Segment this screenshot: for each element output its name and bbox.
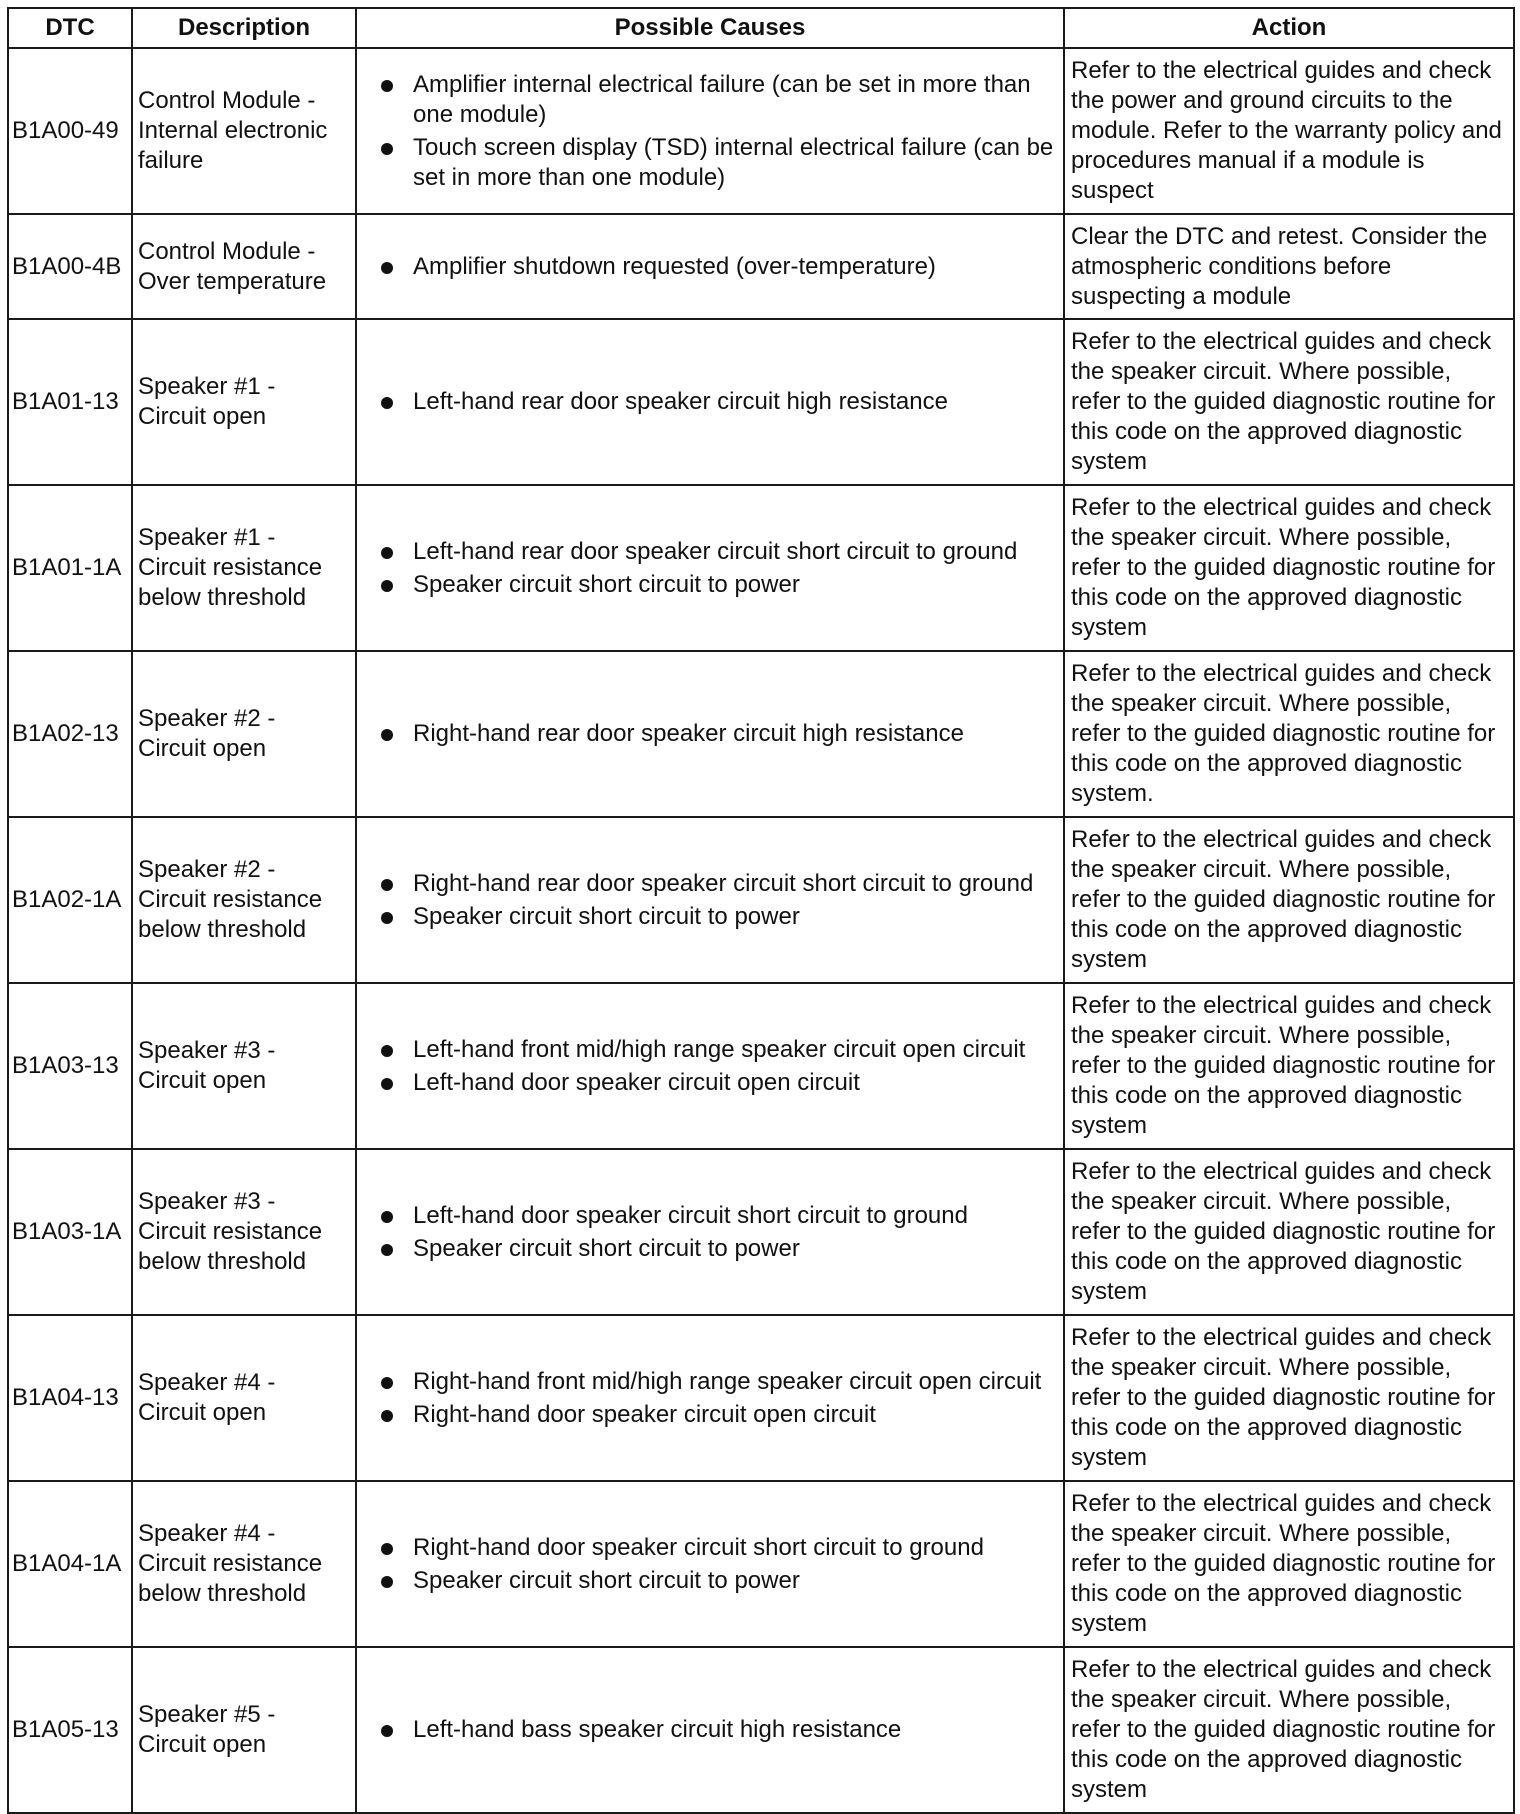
- possible-causes-cell: [356, 817, 1064, 983]
- dtc-code: B1A02-1A: [8, 817, 132, 983]
- cause-item: Left-hand rear door speaker circuit short circuit to ground: [381, 537, 1055, 567]
- cause-list: [381, 719, 1055, 749]
- table-row: [8, 214, 1514, 319]
- cause-list: [381, 70, 1055, 193]
- cause-item: Speaker circuit short circuit to power: [381, 570, 1055, 600]
- dtc-code: B1A01-13: [8, 319, 132, 485]
- cause-item: Right-hand door speaker circuit open circuit: [381, 1400, 1055, 1430]
- cause-list: [381, 387, 1055, 417]
- dtc-code: B1A04-13: [8, 1315, 132, 1481]
- cause-item: Speaker circuit short circuit to power: [381, 902, 1055, 932]
- cause-list: [381, 1533, 1055, 1596]
- table-row: [8, 983, 1514, 1149]
- dtc-description: Speaker #3 - Circuit open: [132, 983, 356, 1149]
- header-description: Description: [132, 8, 356, 48]
- dtc-description: Control Module - Over temperature: [132, 214, 356, 319]
- table-row: [8, 485, 1514, 651]
- possible-causes-cell: [356, 1149, 1064, 1315]
- dtc-description: Speaker #1 - Circuit open: [132, 319, 356, 485]
- possible-causes-cell: [356, 1647, 1064, 1813]
- action-text: Refer to the electrical guides and check the speaker circuit. Where possible, refer to the guided diagnostic routine for this code on the approved diagnostic system: [1064, 817, 1514, 983]
- possible-causes-cell: [356, 485, 1064, 651]
- cause-item: Right-hand rear door speaker circuit short circuit to ground: [381, 869, 1055, 899]
- dtc-description: Control Module - Internal electronic failure: [132, 48, 356, 214]
- table-row: [8, 48, 1514, 214]
- table-row: [8, 817, 1514, 983]
- dtc-description: Speaker #2 - Circuit resistance below threshold: [132, 817, 356, 983]
- cause-list: [381, 1201, 1055, 1264]
- cause-item: Speaker circuit short circuit to power: [381, 1566, 1055, 1596]
- header-action: Action: [1064, 8, 1514, 48]
- dtc-description: Speaker #5 - Circuit open: [132, 1647, 356, 1813]
- action-text: Refer to the electrical guides and check the speaker circuit. Where possible, refer to the guided diagnostic routine for this code on the approved diagnostic system: [1064, 1481, 1514, 1647]
- action-text: Refer to the electrical guides and check the speaker circuit. Where possible, refer to the guided diagnostic routine for this code on the approved diagnostic system: [1064, 1647, 1514, 1813]
- action-text: Refer to the electrical guides and check the speaker circuit. Where possible, refer to the guided diagnostic routine for this code on the approved diagnostic system: [1064, 1315, 1514, 1481]
- possible-causes-cell: [356, 214, 1064, 319]
- action-text: Refer to the electrical guides and check the speaker circuit. Where possible, refer to the guided diagnostic routine for this code on the approved diagnostic system: [1064, 319, 1514, 485]
- dtc-description: Speaker #4 - Circuit resistance below threshold: [132, 1481, 356, 1647]
- action-text: Refer to the electrical guides and check the speaker circuit. Where possible, refer to the guided diagnostic routine for this code on the approved diagnostic system: [1064, 485, 1514, 651]
- table-body: [8, 48, 1514, 1813]
- cause-item: Right-hand rear door speaker circuit high resistance: [381, 719, 1055, 749]
- dtc-code: B1A00-49: [8, 48, 132, 214]
- possible-causes-cell: [356, 1315, 1064, 1481]
- cause-item: Left-hand rear door speaker circuit high resistance: [381, 387, 1055, 417]
- cause-item: Left-hand bass speaker circuit high resistance: [381, 1715, 1055, 1745]
- cause-item: Amplifier shutdown requested (over-temperature): [381, 252, 1055, 282]
- possible-causes-cell: [356, 48, 1064, 214]
- cause-item: Left-hand door speaker circuit short circuit to ground: [381, 1201, 1055, 1231]
- table-row: [8, 1647, 1514, 1813]
- header-possible-causes: Possible Causes: [356, 8, 1064, 48]
- possible-causes-cell: [356, 651, 1064, 817]
- cause-item: Amplifier internal electrical failure (can be set in more than one module): [381, 70, 1055, 130]
- cause-item: Left-hand door speaker circuit open circuit: [381, 1068, 1055, 1098]
- cause-list: [381, 869, 1055, 932]
- dtc-code: B1A03-1A: [8, 1149, 132, 1315]
- action-text: Clear the DTC and retest. Consider the atmospheric conditions before suspecting a module: [1064, 214, 1514, 319]
- cause-item: Speaker circuit short circuit to power: [381, 1234, 1055, 1264]
- dtc-code: B1A03-13: [8, 983, 132, 1149]
- action-text: Refer to the electrical guides and check the speaker circuit. Where possible, refer to the guided diagnostic routine for this code on the approved diagnostic system.: [1064, 651, 1514, 817]
- dtc-code: B1A00-4B: [8, 214, 132, 319]
- table-header-row: [8, 8, 1514, 48]
- table-row: [8, 319, 1514, 485]
- dtc-code: B1A01-1A: [8, 485, 132, 651]
- possible-causes-cell: [356, 319, 1064, 485]
- cause-list: [381, 1035, 1055, 1098]
- cause-item: Left-hand front mid/high range speaker circuit open circuit: [381, 1035, 1055, 1065]
- possible-causes-cell: [356, 1481, 1064, 1647]
- action-text: Refer to the electrical guides and check the power and ground circuits to the module. Refer to the warranty policy and procedures manual if a module is suspect: [1064, 48, 1514, 214]
- table-row: [8, 651, 1514, 817]
- dtc-description: Speaker #2 - Circuit open: [132, 651, 356, 817]
- dtc-code: B1A04-1A: [8, 1481, 132, 1647]
- dtc-code: B1A05-13: [8, 1647, 132, 1813]
- cause-list: [381, 537, 1055, 600]
- dtc-description: Speaker #1 - Circuit resistance below threshold: [132, 485, 356, 651]
- cause-item: Right-hand front mid/high range speaker circuit open circuit: [381, 1367, 1055, 1397]
- action-text: Refer to the electrical guides and check the speaker circuit. Where possible, refer to the guided diagnostic routine for this code on the approved diagnostic system: [1064, 1149, 1514, 1315]
- cause-list: [381, 1367, 1055, 1430]
- cause-list: [381, 1715, 1055, 1745]
- cause-item: Touch screen display (TSD) internal electrical failure (can be set in more than one module): [381, 133, 1055, 193]
- cause-item: Right-hand door speaker circuit short circuit to ground: [381, 1533, 1055, 1563]
- dtc-table: [7, 7, 1515, 1814]
- table-row: [8, 1481, 1514, 1647]
- dtc-description: Speaker #4 - Circuit open: [132, 1315, 356, 1481]
- table-row: [8, 1149, 1514, 1315]
- dtc-description: Speaker #3 - Circuit resistance below threshold: [132, 1149, 356, 1315]
- action-text: Refer to the electrical guides and check the speaker circuit. Where possible, refer to the guided diagnostic routine for this code on the approved diagnostic system: [1064, 983, 1514, 1149]
- table-row: [8, 1315, 1514, 1481]
- possible-causes-cell: [356, 983, 1064, 1149]
- cause-list: [381, 252, 1055, 282]
- dtc-code: B1A02-13: [8, 651, 132, 817]
- header-dtc: DTC: [8, 8, 132, 48]
